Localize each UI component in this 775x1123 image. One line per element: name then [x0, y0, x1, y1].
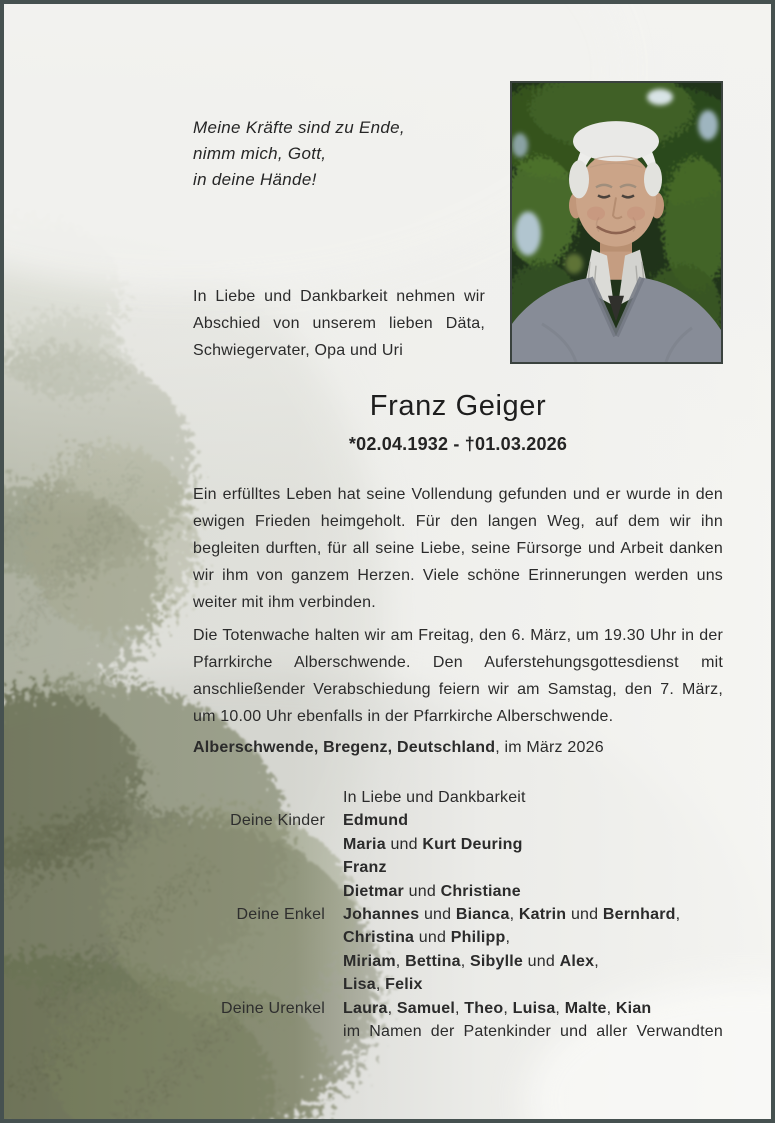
- family-names-line: [343, 856, 723, 879]
- family-names-line: [343, 926, 723, 949]
- regular-text: ,: [555, 999, 565, 1017]
- bold-name-text: Kurt Deuring: [422, 835, 523, 853]
- family-relation-label: [193, 856, 325, 879]
- family-relation-label: Deine Kinder: [230, 812, 325, 830]
- life-paragraph: Ein erfülltes Leben hat seine Vollendung gefunden und er wurde in den ewigen Frieden heimgeholt. Für den langen Weg, auf dem wir ihn begleiten durften, für all seine Liebe, seine Fürsorge und Arbeit danken wir ihm von ganzem Herzen. Viele schöne Erinnerungen werden uns weiter mit ihm verbinden.: [193, 486, 723, 611]
- bold-name-text: Alex: [559, 952, 595, 970]
- regular-text: , im März 2026: [495, 739, 604, 756]
- family-relation-label: [193, 926, 325, 949]
- bold-name-text: Alberschwende, Bregenz, Deutschland: [193, 739, 496, 756]
- verse-line: Meine Kräfte sind zu Ende,: [193, 118, 405, 137]
- bold-name-text: Katrin: [518, 906, 567, 924]
- family-names-line: [343, 1020, 723, 1043]
- regular-text: ,: [387, 999, 397, 1017]
- location-date-line: [193, 739, 723, 757]
- family-relation-label: [193, 833, 325, 856]
- family-relation-label: [193, 1020, 325, 1043]
- bold-name-text: Bernhard: [602, 906, 676, 924]
- bold-name-text: Theo: [464, 999, 504, 1017]
- bold-name-text: Laura: [343, 999, 388, 1017]
- family-relation-label: Deine Enkel: [236, 906, 325, 924]
- family-relation-label: Deine Urenkel: [221, 999, 325, 1017]
- bold-name-text: Edmund: [343, 812, 409, 830]
- farewell-intro: In Liebe und Dankbarkeit nehmen wir Abschied von unserem lieben Däta, Schwiegervater, Opa und Uri: [193, 288, 485, 359]
- regular-text: ,: [675, 906, 681, 924]
- regular-text: ,: [606, 999, 616, 1017]
- regular-text: und: [419, 906, 456, 924]
- portrait-photo: [510, 81, 723, 364]
- regular-text: ,: [594, 952, 599, 970]
- family-names-line: [343, 880, 723, 903]
- family-names-line: [343, 950, 723, 973]
- regular-text: ,: [509, 906, 519, 924]
- family-names-line: [343, 786, 723, 809]
- bold-name-text: Johannes: [343, 906, 420, 924]
- bold-name-text: Samuel: [396, 999, 455, 1017]
- regular-text: und: [385, 835, 423, 853]
- birth-death-dates: *02.04.1932 - †01.03.2026: [348, 434, 568, 454]
- verse-line: nimm mich, Gott,: [193, 144, 327, 163]
- regular-text: ,: [455, 999, 465, 1017]
- regular-text: ,: [505, 929, 511, 947]
- family-relation-label: [193, 786, 325, 809]
- bold-name-text: Philipp: [450, 929, 506, 947]
- bold-name-text: Miriam: [343, 952, 396, 970]
- family-names-line: [343, 903, 723, 926]
- bold-name-text: Kian: [615, 999, 652, 1017]
- bold-name-text: Christina: [343, 929, 415, 947]
- regular-text: ,: [503, 999, 513, 1017]
- service-paragraph: Die Totenwache halten wir am Freitag, den 6. März, um 19.30 Uhr in der Pfarrkirche Alberschwende. Den Auferstehungsgottesdienst mit anschließender Verabschiedung feiern wir am Samstag, den 7. März, um 10.00 Uhr ebenfalls in der Pfarrkirche Alberschwende.: [193, 627, 723, 725]
- family-names-line: [343, 833, 723, 856]
- family-names-line: [343, 997, 723, 1020]
- regular-text: und: [566, 906, 603, 924]
- bold-name-text: Christiane: [440, 882, 521, 900]
- bold-name-text: Franz: [343, 859, 387, 877]
- family-relation-label: [193, 973, 325, 996]
- regular-text: ,: [460, 952, 471, 970]
- bold-name-text: Sibylle: [470, 952, 523, 970]
- bold-name-text: Malte: [564, 999, 607, 1017]
- bold-name-text: Lisa: [343, 976, 376, 994]
- regular-text: im Namen der Patenkinder und aller Verwandten: [343, 1023, 723, 1041]
- regular-text: ,: [395, 952, 406, 970]
- regular-text: und: [414, 929, 451, 947]
- regular-text: und: [523, 952, 560, 970]
- bold-name-text: Felix: [385, 976, 423, 994]
- bold-name-text: Dietmar: [343, 882, 404, 900]
- bold-name-text: Bianca: [455, 906, 510, 924]
- bold-name-text: Bettina: [405, 952, 461, 970]
- opening-verse: [193, 115, 405, 193]
- family-relation-label: [193, 950, 325, 973]
- bold-name-text: Maria: [343, 835, 386, 853]
- family-names-line: [343, 973, 723, 996]
- family-relation-label: [193, 880, 325, 903]
- bold-name-text: Luisa: [512, 999, 556, 1017]
- verse-line: in deine Hände!: [193, 170, 317, 189]
- family-list: [193, 786, 723, 1043]
- family-names-line: [343, 809, 723, 832]
- regular-text: ,: [375, 976, 386, 994]
- deceased-name: Franz Geiger: [369, 390, 547, 422]
- regular-text: In Liebe und Dankbarkeit: [343, 789, 526, 806]
- regular-text: und: [403, 882, 441, 900]
